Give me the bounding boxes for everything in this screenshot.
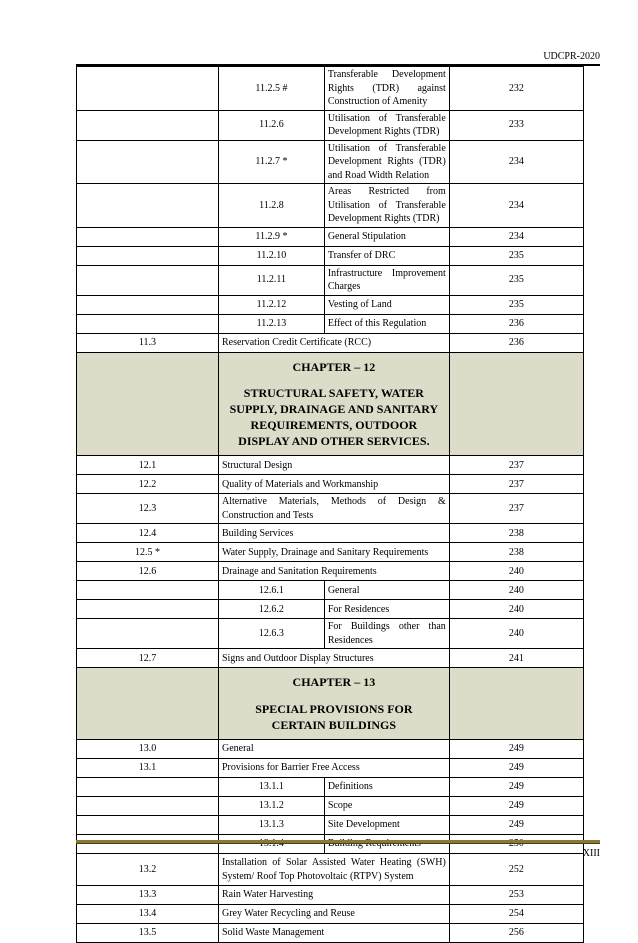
section-title	[324, 835, 449, 854]
toc-row	[77, 854, 584, 886]
section-number: 11.2.9 *	[218, 227, 324, 246]
section-number: 11.2.7 *	[218, 140, 324, 184]
section-title: General	[218, 740, 449, 759]
toc-subrow	[77, 67, 584, 111]
footer-rule	[76, 840, 600, 844]
page-number: 240	[449, 619, 583, 649]
page-number: 235	[449, 246, 583, 265]
section-title: Solid Waste Management	[218, 924, 449, 943]
section-title: Definitions	[324, 778, 449, 797]
section-title: Signs and Outdoor Display Structures	[218, 649, 449, 668]
section-title: Utilisation of Transferable Development Rights (TDR)	[324, 110, 449, 140]
page-number: 256	[449, 924, 583, 943]
page-number: 236	[449, 333, 583, 352]
empty-cell	[77, 600, 219, 619]
toc-subrow	[77, 778, 584, 797]
page-number: 235	[449, 295, 583, 314]
page-number: 236	[449, 314, 583, 333]
section-number: 13.1.3	[218, 816, 324, 835]
section-title: Quality of Materials and Workmanship	[218, 475, 449, 494]
section-number: 12.7	[77, 649, 219, 668]
empty-cell	[77, 265, 219, 295]
page-number: 249	[449, 759, 583, 778]
toc-subrow	[77, 110, 584, 140]
toc-row	[77, 649, 584, 668]
section-title: Scope	[324, 797, 449, 816]
section-title: Rain Water Harvesting	[218, 886, 449, 905]
toc-subrow	[77, 600, 584, 619]
section-number: 12.2	[77, 475, 219, 494]
page-number: 238	[449, 543, 583, 562]
footer-page-number: XIII	[582, 848, 600, 859]
section-number: 13.1.2	[218, 797, 324, 816]
chapter-heading	[218, 352, 449, 456]
section-number: 11.2.12	[218, 295, 324, 314]
section-number: 11.2.10	[218, 246, 324, 265]
toc-subrow	[77, 140, 584, 184]
toc-subrow	[77, 619, 584, 649]
chapter-right-cell	[449, 668, 583, 740]
page-number: 254	[449, 905, 583, 924]
section-title: Drainage and Sanitation Requirements	[218, 562, 449, 581]
chapter-left-cell	[77, 352, 219, 456]
section-number: 11.2.5 #	[218, 67, 324, 111]
section-title: For Buildings other than Residences	[324, 619, 449, 649]
chapter-left-cell	[77, 668, 219, 740]
page-number: 234	[449, 184, 583, 228]
empty-cell	[77, 314, 219, 333]
chapter-title: STRUCTURAL SAFETY, WATER SUPPLY, DRAINAGE AND SANITARY REQUIREMENTS, OUTDOOR DISPLAY AND OTHER SERVICES.	[229, 385, 439, 449]
toc-row	[77, 924, 584, 943]
section-number: 13.2	[77, 854, 219, 886]
page-number: 249	[449, 816, 583, 835]
toc-subrow	[77, 797, 584, 816]
section-title: Utilisation of Transferable Development Rights (TDR) and Road Width Relation	[324, 140, 449, 184]
section-number: 12.5 *	[77, 543, 219, 562]
toc-row	[77, 543, 584, 562]
section-number: 11.2.13	[218, 314, 324, 333]
page-number: 240	[449, 600, 583, 619]
header-code: UDCPR-2020	[543, 51, 600, 62]
chapter-label: CHAPTER – 12	[292, 359, 376, 374]
section-title: Infrastructure Improvement Charges	[324, 265, 449, 295]
page-number: 237	[449, 475, 583, 494]
toc-subrow	[77, 314, 584, 333]
empty-cell	[77, 778, 219, 797]
page-number: 233	[449, 110, 583, 140]
empty-cell	[77, 140, 219, 184]
toc-row	[77, 759, 584, 778]
section-number: 11.3	[77, 333, 219, 352]
section-number: 12.6	[77, 562, 219, 581]
section-title: Transfer of DRC	[324, 246, 449, 265]
toc-subrow	[77, 295, 584, 314]
section-title: Vesting of Land	[324, 295, 449, 314]
section-number: 13.5	[77, 924, 219, 943]
section-title: General Stipulation	[324, 227, 449, 246]
section-number: 13.1.1	[218, 778, 324, 797]
empty-cell	[77, 295, 219, 314]
section-title: Effect of this Regulation	[324, 314, 449, 333]
toc-subrow	[77, 581, 584, 600]
page-number: 241	[449, 649, 583, 668]
section-title: Building Services	[218, 524, 449, 543]
empty-cell	[77, 619, 219, 649]
section-number: 12.4	[77, 524, 219, 543]
toc-row	[77, 905, 584, 924]
toc-row	[77, 562, 584, 581]
toc-row	[77, 333, 584, 352]
section-title: Reservation Credit Certificate (RCC)	[218, 333, 449, 352]
section-number: 11.2.8	[218, 184, 324, 228]
section-title: Provisions for Barrier Free Access	[218, 759, 449, 778]
empty-cell	[77, 67, 219, 111]
page-number: 249	[449, 740, 583, 759]
empty-cell	[77, 835, 219, 854]
page-number: 253	[449, 886, 583, 905]
empty-cell	[77, 581, 219, 600]
toc-row	[77, 524, 584, 543]
section-number: 13.0	[77, 740, 219, 759]
section-number: 12.6.2	[218, 600, 324, 619]
section-number: 11.2.6	[218, 110, 324, 140]
toc-row	[77, 740, 584, 759]
section-title: Water Supply, Drainage and Sanitary Requirements	[218, 543, 449, 562]
chapter-row	[77, 668, 584, 740]
page-number: 249	[449, 797, 583, 816]
section-number: 13.1	[77, 759, 219, 778]
toc-subrow	[77, 184, 584, 228]
toc-row	[77, 475, 584, 494]
section-number: 12.6.1	[218, 581, 324, 600]
page-number: 240	[449, 581, 583, 600]
section-title: Areas Restricted from Utilisation of Transferable Development Rights (TDR)	[324, 184, 449, 228]
chapter-right-cell	[449, 352, 583, 456]
empty-cell	[77, 110, 219, 140]
chapter-heading	[218, 668, 449, 740]
toc-subrow	[77, 265, 584, 295]
section-number: 12.1	[77, 456, 219, 475]
page-number: 234	[449, 140, 583, 184]
toc-subrow	[77, 835, 584, 854]
section-title: Structural Design	[218, 456, 449, 475]
chapter-title: SPECIAL PROVISIONS FOR CERTAIN BUILDINGS	[255, 701, 413, 732]
empty-cell	[77, 227, 219, 246]
page-number: 234	[449, 227, 583, 246]
toc-table	[76, 66, 584, 943]
page-number: 249	[449, 778, 583, 797]
section-title: Transferable Development Rights (TDR) against Construction of Amenity	[324, 67, 449, 111]
page-number: 237	[449, 494, 583, 524]
section-number: 11.2.11	[218, 265, 324, 295]
section-title: Site Development	[324, 816, 449, 835]
page-number: 238	[449, 524, 583, 543]
page-number	[449, 835, 583, 854]
section-number: 13.3	[77, 886, 219, 905]
toc-subrow	[77, 227, 584, 246]
page-number: 252	[449, 854, 583, 886]
section-number	[218, 835, 324, 854]
page-number: 235	[449, 265, 583, 295]
section-title: General	[324, 581, 449, 600]
empty-cell	[77, 184, 219, 228]
section-number: 12.6.3	[218, 619, 324, 649]
chapter-label: CHAPTER – 13	[292, 675, 376, 690]
toc-row	[77, 494, 584, 524]
section-number: 13.4	[77, 905, 219, 924]
toc-subrow	[77, 246, 584, 265]
section-title: Installation of Solar Assisted Water Heating (SWH) System/ Roof Top Photovoltaic (RTPV) System	[218, 854, 449, 886]
section-number: 12.3	[77, 494, 219, 524]
section-title: Alternative Materials, Methods of Design & Construction and Tests	[218, 494, 449, 524]
empty-cell	[77, 816, 219, 835]
toc-row	[77, 456, 584, 475]
empty-cell	[77, 797, 219, 816]
chapter-row	[77, 352, 584, 456]
page-number: 237	[449, 456, 583, 475]
toc-subrow	[77, 816, 584, 835]
empty-cell	[77, 246, 219, 265]
page-number: 240	[449, 562, 583, 581]
page-number: 232	[449, 67, 583, 111]
section-title: Grey Water Recycling and Reuse	[218, 905, 449, 924]
toc-body	[77, 67, 584, 943]
section-title: For Residences	[324, 600, 449, 619]
